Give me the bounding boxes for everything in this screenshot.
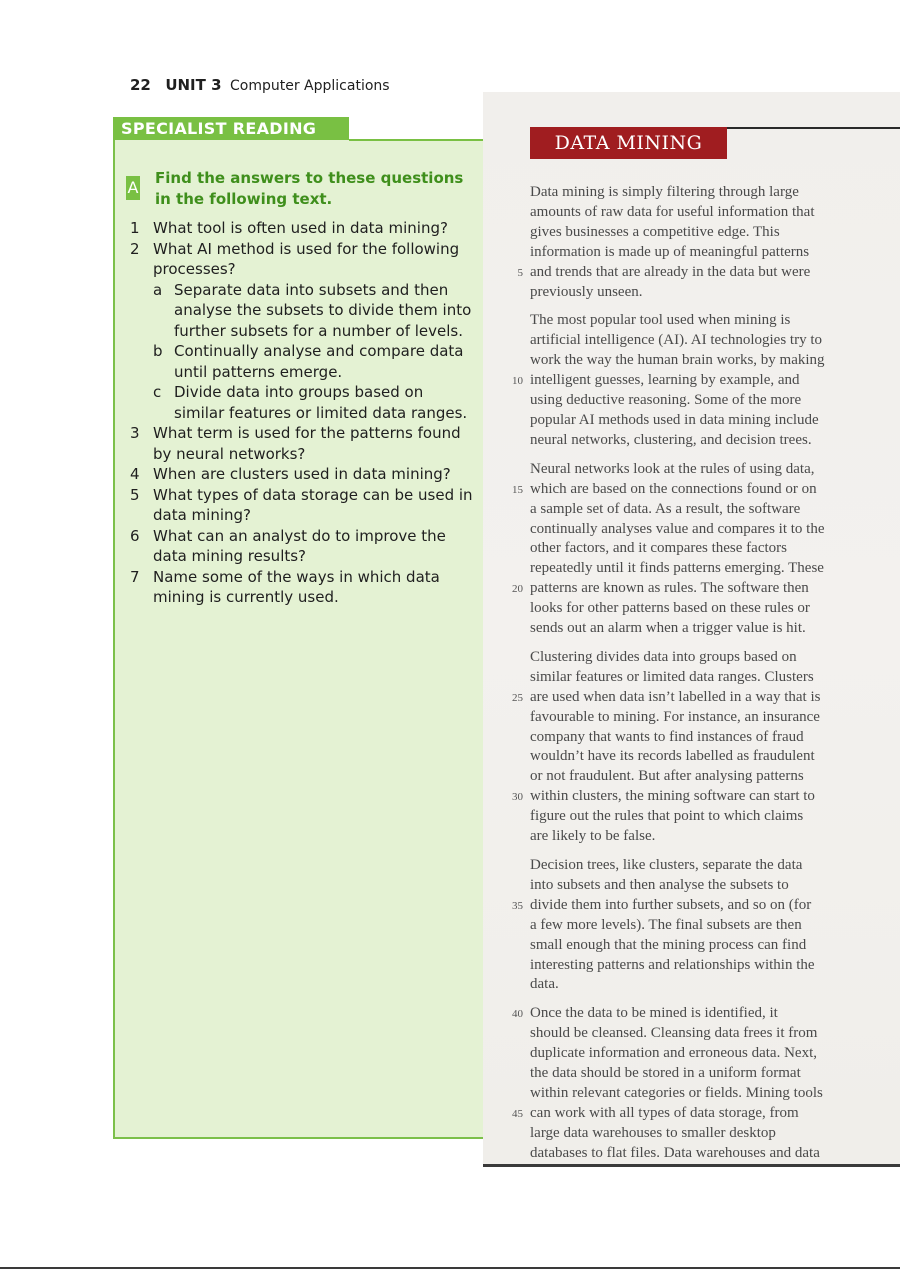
article-line <box>530 975 860 995</box>
article-line-text: the data should be stored in a uniform format <box>530 1065 801 1082</box>
article-line-text: or not fraudulent. But after analysing patterns <box>530 768 804 785</box>
page-number: 22 <box>130 76 151 94</box>
article-line-text: duplicate information and erroneous data. Next, <box>530 1045 817 1062</box>
question-number: 4 <box>130 465 140 483</box>
article-line <box>530 351 860 371</box>
article-line <box>512 579 860 599</box>
line-number: 30 <box>512 791 523 804</box>
article-line-text: gives businesses a competitive edge. This <box>530 223 780 240</box>
article-title: DATA MINING <box>530 127 727 159</box>
question-text: What types of data storage can be used in data mining? <box>153 485 473 524</box>
subquestion-item <box>153 280 475 342</box>
article-line-text: favourable to mining. For instance, an insurance <box>530 708 820 725</box>
article-body <box>512 183 860 1173</box>
article-line-text: neural networks, clustering, and decision trees. <box>530 431 812 448</box>
article-line <box>530 648 860 668</box>
article-line <box>530 936 860 956</box>
article-line-text: wouldn’t have its records labelled as fraudulent <box>530 748 815 765</box>
question-number: 3 <box>130 424 140 442</box>
task-letter-badge: A <box>126 176 140 200</box>
question-text: What AI method is used for the following processes? <box>153 239 460 278</box>
question-item <box>130 464 475 485</box>
article-line <box>512 896 860 916</box>
article-line-text: a sample set of data. As a result, the software <box>530 500 801 517</box>
subquestion-item <box>153 341 475 382</box>
article-line <box>530 1044 860 1064</box>
article-line-text: small enough that the mining process can find <box>530 936 807 953</box>
article-line <box>530 599 860 619</box>
article-line-text: should be cleansed. Cleansing data frees it from <box>530 1025 818 1042</box>
article-line-text: using deductive reasoning. Some of the more <box>530 392 802 409</box>
question-item <box>130 526 475 567</box>
panel-tab-rule <box>349 139 483 141</box>
article-line <box>530 708 860 728</box>
question-item <box>130 218 475 239</box>
article-line <box>530 391 860 411</box>
article-line <box>530 668 860 688</box>
article-line <box>530 856 860 876</box>
article-line <box>530 431 860 451</box>
article-title-rule <box>727 127 900 129</box>
article-line <box>530 539 860 559</box>
article-line <box>530 747 860 767</box>
article-line <box>530 1064 860 1084</box>
article-line <box>530 956 860 976</box>
article-line-text: into subsets and then analyse the subsets to <box>530 876 789 893</box>
article-line <box>530 1084 860 1104</box>
article-line-text: popular AI methods used in data mining include <box>530 411 819 428</box>
question-number: 7 <box>130 567 140 586</box>
article-line <box>512 1104 860 1124</box>
article-line <box>530 411 860 431</box>
article-line <box>530 520 860 540</box>
article-line <box>530 203 860 223</box>
question-text: What term is used for the patterns found by neural networks? <box>153 424 461 463</box>
article-paragraph <box>512 460 860 639</box>
article-line-text: within clusters, the mining software can start to <box>530 788 815 805</box>
task-instruction: Find the answers to these questions in the following text. <box>155 169 464 208</box>
article-line-text: and trends that are already in the data but were <box>530 263 811 280</box>
article-paragraph <box>512 856 860 995</box>
question-number: 6 <box>130 526 140 545</box>
article-line-text: previously unseen. <box>530 283 643 300</box>
article-line <box>530 1124 860 1144</box>
question-text: What tool is often used in data mining? <box>153 219 448 237</box>
article-line-text: figure out the rules that point to which claims <box>530 808 804 825</box>
question-item <box>130 485 475 526</box>
article-line-text: information is made up of meaningful patterns <box>530 243 810 260</box>
article-line-text: Once the data to be mined is identified, it <box>530 1005 778 1022</box>
article-line-text: a few more levels). The final subsets are then <box>530 916 802 933</box>
article-line-text: company that wants to find instances of fraud <box>530 728 804 745</box>
question-text: Name some of the ways in which data mining is currently used. <box>153 567 440 606</box>
article-line <box>530 1144 860 1164</box>
article-line-text: can work with all types of data storage, from <box>530 1104 799 1121</box>
article-paragraph <box>512 648 860 847</box>
article-line-text: similar features or limited data ranges. Clusters <box>530 668 814 685</box>
article-line <box>512 787 860 807</box>
line-number: 15 <box>512 483 523 496</box>
article-line-text: looks for other patterns based on these rules or <box>530 600 810 617</box>
subquestion-letter: a <box>153 280 163 299</box>
article-line-text: continually analyses value and compares it to the <box>530 520 825 537</box>
article-line-text: interesting patterns and relationships within the <box>530 956 815 973</box>
article-line <box>530 183 860 203</box>
article-line <box>530 1024 860 1044</box>
article-line <box>530 331 860 351</box>
article-line-text: patterns are known as rules. The software then <box>530 580 809 597</box>
article-paragraph <box>512 1004 860 1163</box>
article-line-text: Neural networks look at the rules of using data, <box>530 460 815 477</box>
line-number: 40 <box>512 1008 523 1021</box>
article-line-text: repeatedly until it finds patterns emerging. These <box>530 560 824 577</box>
article-line-text: amounts of raw data for useful information that <box>530 203 815 220</box>
article-line-text: Decision trees, like clusters, separate the data <box>530 857 803 873</box>
article-line <box>512 480 860 500</box>
question-item <box>130 423 475 464</box>
article-paragraph <box>517 183 860 302</box>
running-header <box>130 76 390 94</box>
subquestion-item <box>153 382 475 423</box>
subquestion-text: Separate data into subsets and then analyse the subsets to divide them into further subsets for a number of levels. <box>174 280 472 340</box>
question-item <box>130 239 475 280</box>
article-line-text: work the way the human brain works, by making <box>530 352 825 369</box>
unit-label: UNIT 3 <box>165 76 222 94</box>
question-item <box>130 567 475 608</box>
article-line <box>512 371 860 391</box>
article-line <box>530 916 860 936</box>
article-line <box>530 728 860 748</box>
article-line <box>530 619 860 639</box>
article-line-text: Data mining is simply filtering through large <box>530 184 799 200</box>
article-line <box>530 283 860 303</box>
question-text: What can an analyst do to improve the data mining results? <box>153 526 446 565</box>
article-line <box>530 243 860 263</box>
subquestion-text: Divide data into groups based on similar features or limited data ranges. <box>174 383 468 422</box>
question-number: 2 <box>130 239 140 258</box>
line-number: 35 <box>512 899 523 912</box>
unit-subject: Computer Applications <box>230 78 390 94</box>
article-paragraph <box>512 311 860 450</box>
question-number: 5 <box>130 485 140 504</box>
article-line <box>530 223 860 243</box>
subquestion-letter: b <box>153 342 163 360</box>
article-line <box>530 876 860 896</box>
article-line-text: artificial intelligence (AI). AI technologies try to <box>530 332 822 349</box>
article-line-text: are used when data isn’t labelled in a way that is <box>530 688 821 705</box>
article-line-text: The most popular tool used when mining is <box>530 312 791 329</box>
article-line <box>530 807 860 827</box>
article-line-text: are likely to be false. <box>530 828 656 845</box>
article-line <box>530 460 860 480</box>
subquestion-letter: c <box>153 383 162 401</box>
article-line <box>530 767 860 787</box>
article-line <box>512 1004 860 1024</box>
article-line <box>517 263 860 283</box>
line-number: 5 <box>517 266 523 279</box>
article-line-text: other factors, and it compares these factors <box>530 540 787 557</box>
article-line <box>530 827 860 847</box>
specialist-reading-tab: SPECIALIST READING <box>113 117 349 140</box>
question-number: 1 <box>130 219 140 237</box>
article-line-text: divide them into further subsets, and so on (for <box>530 896 812 913</box>
article-line <box>530 559 860 579</box>
line-number: 25 <box>512 691 523 704</box>
line-number: 10 <box>512 375 523 388</box>
article-line <box>512 688 860 708</box>
article-line-text: which are based on the connections found or on <box>530 480 817 497</box>
article-line-text: Clustering divides data into groups based on <box>530 648 797 665</box>
question-text: When are clusters used in data mining? <box>153 465 451 483</box>
article-line-text: sends out an alarm when a trigger value is hit. <box>530 620 806 637</box>
article-line-text: data. <box>530 976 559 993</box>
line-number: 20 <box>512 583 523 596</box>
article-line <box>530 311 860 331</box>
article-line <box>530 500 860 520</box>
article-line-text: intelligent guesses, learning by example, and <box>530 372 800 389</box>
subquestion-text: Continually analyse and compare data until patterns emerge. <box>174 342 464 381</box>
line-number: 45 <box>512 1107 523 1120</box>
article-line-text: within relevant categories or fields. Mining tools <box>530 1084 823 1101</box>
article-line-text: large data warehouses to smaller desktop <box>530 1124 776 1141</box>
article-line-text: databases to flat files. Data warehouses and data <box>530 1144 820 1161</box>
article-bottom-rule <box>483 1164 900 1167</box>
question-list <box>130 218 475 608</box>
page-bottom-rule <box>0 1267 900 1269</box>
